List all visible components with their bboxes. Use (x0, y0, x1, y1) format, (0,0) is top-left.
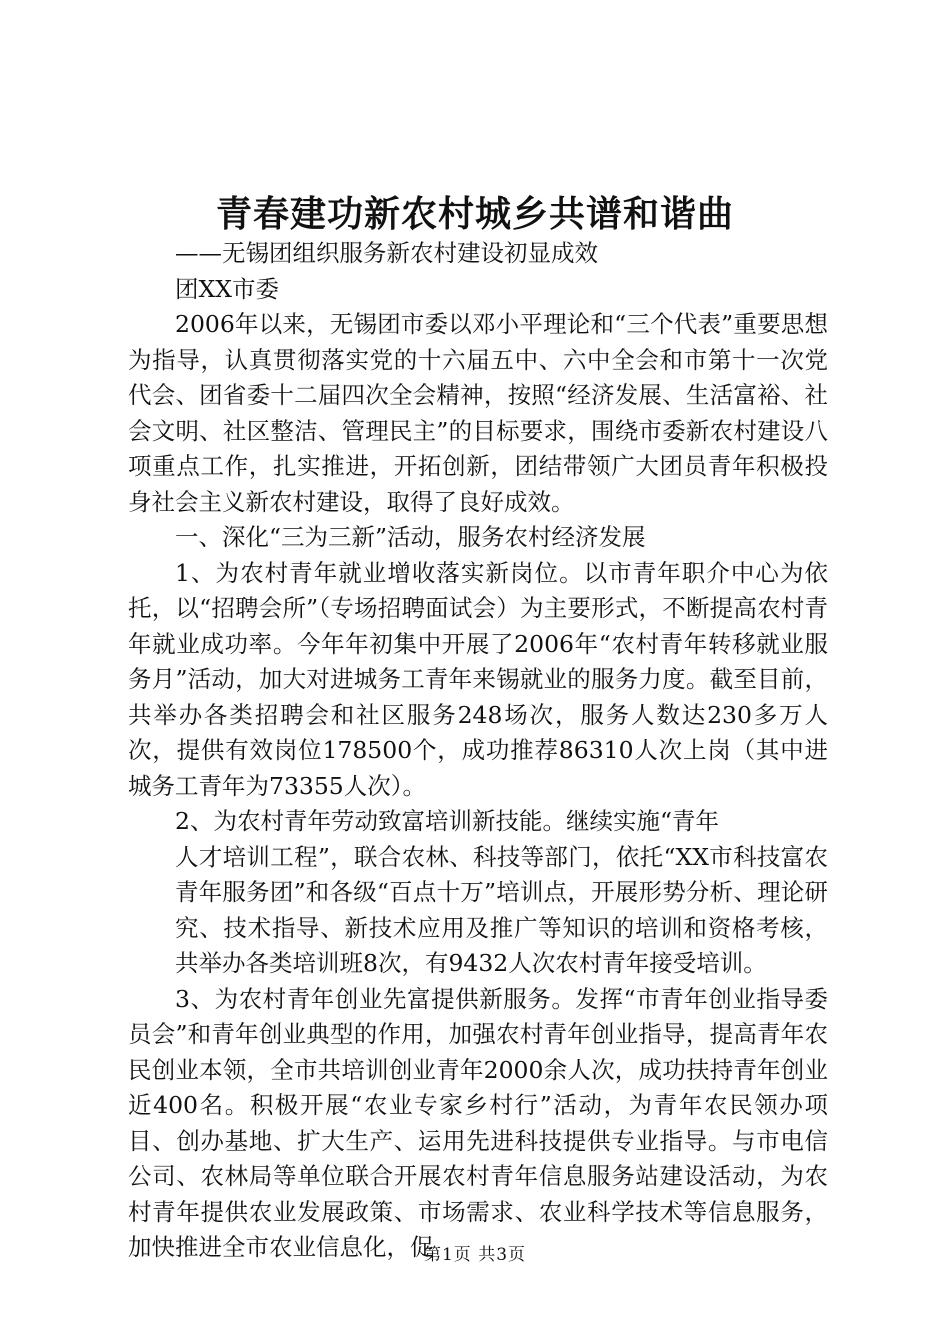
paragraph-item-1: 1、为农村青年就业增收落实新岗位。以市青年职介中心为依托，以“招聘会所”（专场招聘面试会）为主要形式，不断提高农村青年就业成功率。今年年初集中开展了2006年“农村青年转移就业服务月”活动，加大对进城务工青年来锡就业的服务力度。截至目前，共举办各类招聘会和社区服务248场次，服务人数达230多万人次，提供有效岗位178500个，成功推荐86310人次上岗（其中进城务工青年为73355人次）。 (128, 558, 828, 800)
paragraph-intro: 2006年以来，无锡团市委以邓小平理论和“三个代表”重要思想为指导，认真贯彻落实党的十六届五中、六中全会和市第十一次党代会、团省委十二届四次全会精神，按照“经济发展、生活富裕、社会文明、社区整洁、管理民主”的目标要求，围绕市委新农村建设八项重点工作，扎实推进，开拓创新，团结带领广大团员青年积极投身社会主义新农村建设，取得了良好成效。 (128, 310, 828, 516)
document-organization: 团XX市委 (175, 274, 279, 303)
paragraph-item-2-text: 人才培训工程”，联合农林、科技等部门，依托“XX市科技富农青年服务团”和各级“百点十万”培训点，开展形势分析、理论研究、技术指导、新技术应用及推广等知识的培训和资格考核，共举办各类培训班8次，有9432人次农村青年接受培训。 (175, 842, 828, 977)
document-subtitle: ——无锡团组织服务新农村建设初显成效 (175, 239, 598, 267)
paragraph-item-2-start: 2、为农村青年劳动致富培训新技能。继续实施“青年 (175, 807, 719, 835)
document-body (128, 236, 828, 1266)
paragraph-item-3: 3、为农村青年创业先富提供新服务。发挥“市青年创业指导委员会”和青年创业典型的作用，加强农村青年创业指导，提高青年农民创业本领，全市共培训创业青年2000余人次，成功扶持青年创业近400名。积极开展“农业专家乡村行”活动，为青年农民领办项目、创办基地、扩大生产、运用先进科技提供专业指导。与市电信公司、农林局等单位联合开展农村青年信息服务站建设活动，为农村青年提供农业发展政策、市场需求、农业科学技术等信息服务，加快推进全市农业信息化，促 (128, 984, 828, 1261)
page-footer: 第1页 共3页 (423, 1245, 527, 1265)
paragraph-item-2-continued (128, 840, 828, 982)
section-heading-1: 一、深化“三为三新”活动，服务农村经济发展 (175, 523, 646, 551)
document-title: 青春建功新农村城乡共谱和谐曲 (215, 194, 734, 235)
